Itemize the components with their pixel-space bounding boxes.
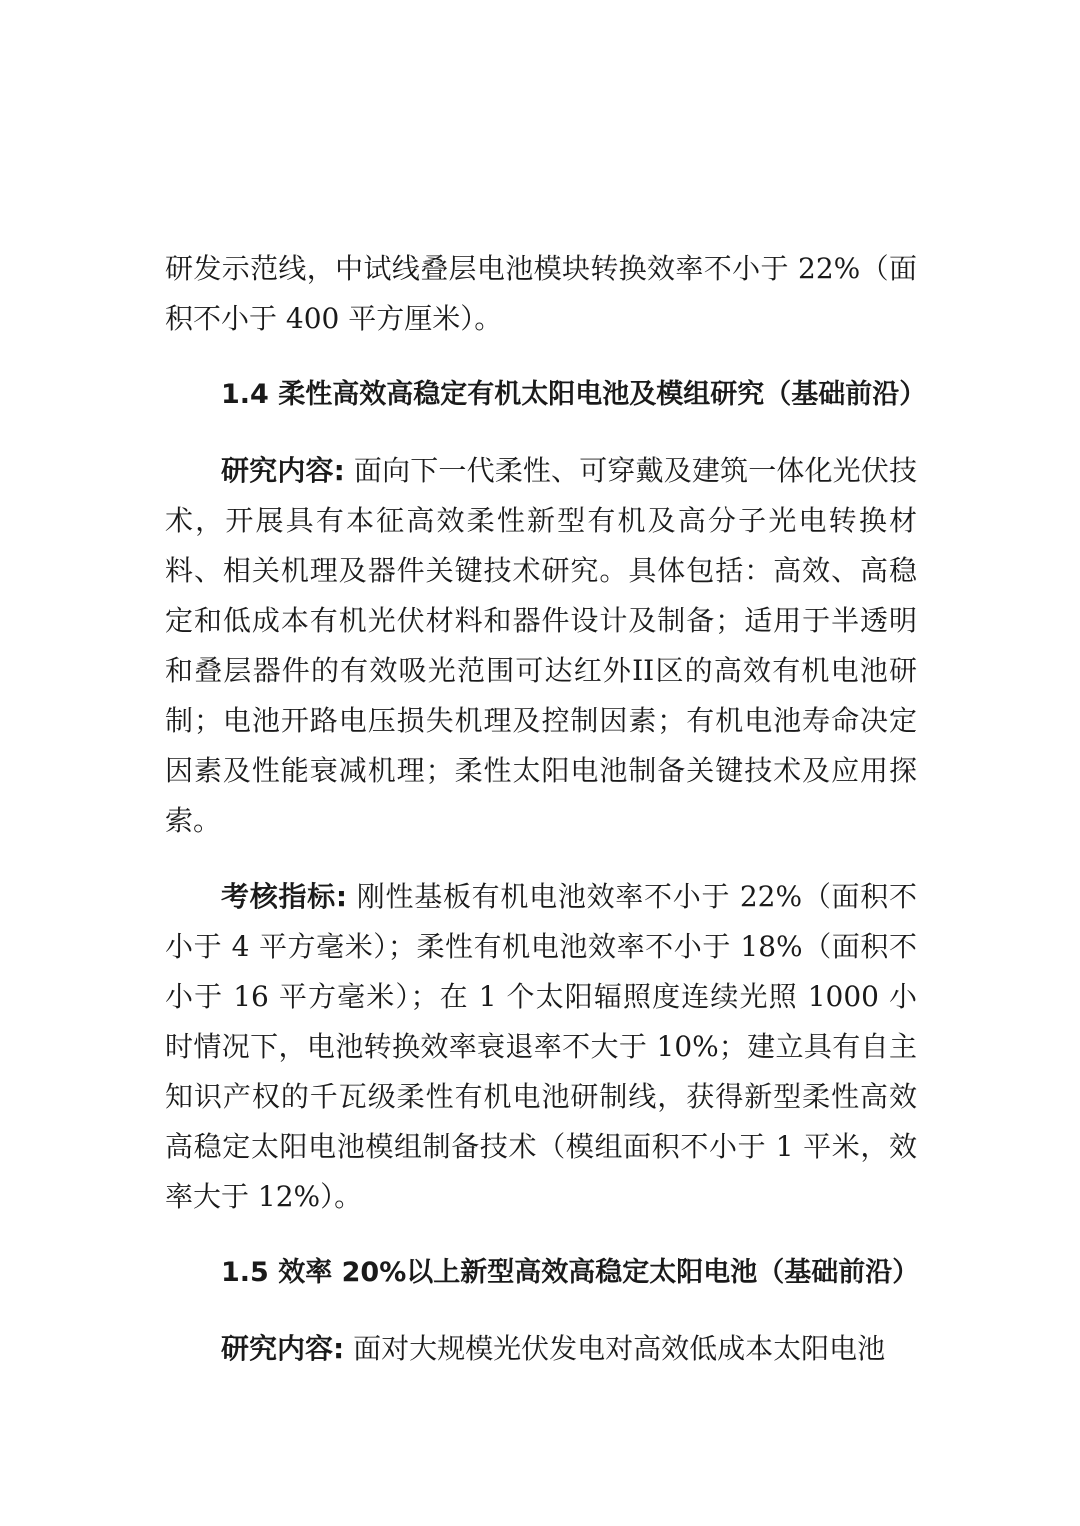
research-content-text: 面对大规模光伏发电对高效低成本太阳电池 (344, 1332, 886, 1365)
section-1-5-heading: 1.5 效率 20%以上新型高效高稳定太阳电池（基础前沿） (221, 1257, 920, 1288)
research-content-text: 面向下一代柔性、可穿戴及建筑一体化光伏技术，开展具有本征高效柔性新型有机及高分子光电转换材料、相关机理及器件关键技术研究。具体包括：高效、高稳定和低成本有机光伏材料和器件设计及制备；适用于半透明和叠层器件的有效吸光范围可达红外II区的高效有机电池研制；电池开路电压损失机理及控制因素；有机电池寿命决定因素及性能衰减机理；柔性太阳电池制备关键技术及应用探索。 (165, 454, 918, 837)
document-body (165, 244, 927, 1374)
section-1-4-assessment-paragraph (165, 872, 917, 1222)
assessment-text: 刚性基板有机电池效率不小于 22%（面积不小于 4 平方毫米）；柔性有机电池效率不小于 18%（面积不小于 16 平方毫米）；在 1 个太阳辐照度连续光照 1000 小时情况下，电池转换效率衰退率不大于 10%；建立具有自主知识产权的千瓦级柔性有机电池研制线，获得新型柔性高效高稳定太阳电池模组制备技术（模组面积不小于 1 平米，效率大于 12%）。 (165, 880, 917, 1213)
section-1-5-research-paragraph (165, 1324, 917, 1374)
assessment-label: 考核指标: (221, 880, 348, 913)
research-content-label: 研究内容: (221, 1332, 345, 1365)
section-1-4-research-paragraph (165, 446, 917, 846)
section-1-4-heading: 1.4 柔性高效高稳定有机太阳电池及模组研究（基础前沿） (221, 379, 927, 410)
research-content-label: 研究内容: (221, 454, 345, 487)
continued-paragraph: 研发示范线，中试线叠层电池模块转换效率不小于 22%（面积不小于 400 平方厘米）。 (165, 252, 917, 335)
